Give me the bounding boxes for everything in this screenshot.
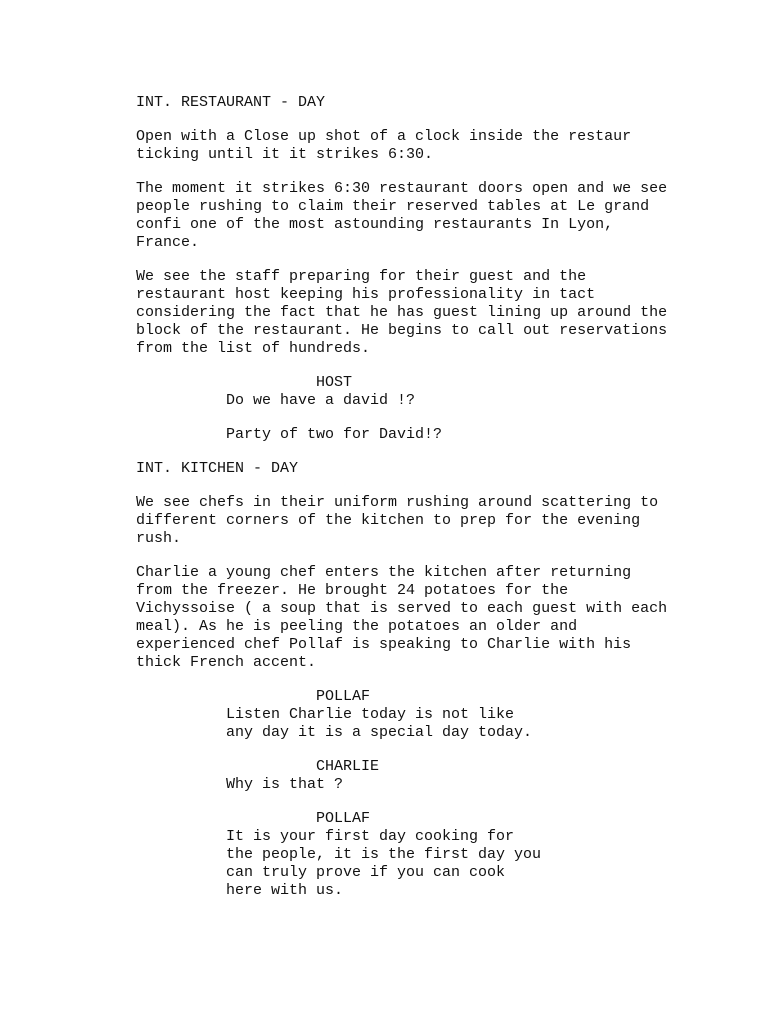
dialogue-line: can truly prove if you can cook [226, 864, 506, 881]
action-line: people rushing to claim their reserved tables at Le grand [136, 198, 650, 215]
action-line: We see chefs in their uniform rushing around scattering to [136, 494, 659, 511]
action-line: block of the restaurant. He begins to call out reservations [136, 322, 668, 339]
character-name: HOST [316, 374, 353, 391]
scene-heading: INT. RESTAURANT - DAY [136, 94, 326, 111]
dialogue-line: Party of two for David!? [226, 426, 443, 443]
dialogue-line: Why is that ? [226, 776, 344, 793]
action-line: Charlie a young chef enters the kitchen after returning [136, 564, 632, 581]
action-line: different corners of the kitchen to prep for the evening [136, 512, 641, 529]
action-line: France. [136, 234, 200, 251]
action-line: confi one of the most astounding restaurants In Lyon, [136, 216, 614, 233]
action-line: from the freezer. He brought 24 potatoes for the [136, 582, 569, 599]
dialogue-line: It is your first day cooking for [226, 828, 515, 845]
action-line: considering the fact that he has guest lining up around the [136, 304, 668, 321]
action-line: meal). As he is peeling the potatoes an older and [136, 618, 578, 635]
action-line: Vichyssoise ( a soup that is served to each guest with each [136, 600, 668, 617]
action-line: experienced chef Pollaf is speaking to Charlie with his [136, 636, 632, 653]
action-line: The moment it strikes 6:30 restaurant doors open and we see [136, 180, 668, 197]
action-line: ticking until it it strikes 6:30. [136, 146, 434, 163]
scene-heading: INT. KITCHEN - DAY [136, 460, 299, 477]
action-line: rush. [136, 530, 182, 547]
action-line: thick French accent. [136, 654, 317, 671]
dialogue-line: any day it is a special day today. [226, 724, 533, 741]
dialogue-line: here with us. [226, 882, 344, 899]
character-name: POLLAF [316, 688, 371, 705]
character-name: POLLAF [316, 810, 371, 827]
dialogue-line: the people, it is the first day you [226, 846, 542, 863]
character-name: CHARLIE [316, 758, 380, 775]
action-line: from the list of hundreds. [136, 340, 371, 357]
action-line: Open with a Close up shot of a clock inside the restaur [136, 128, 632, 145]
action-line: We see the staff preparing for their guest and the [136, 268, 587, 285]
action-line: restaurant host keeping his professionality in tact [136, 286, 596, 303]
dialogue-line: Listen Charlie today is not like [226, 706, 515, 723]
dialogue-line: Do we have a david !? [226, 392, 416, 409]
